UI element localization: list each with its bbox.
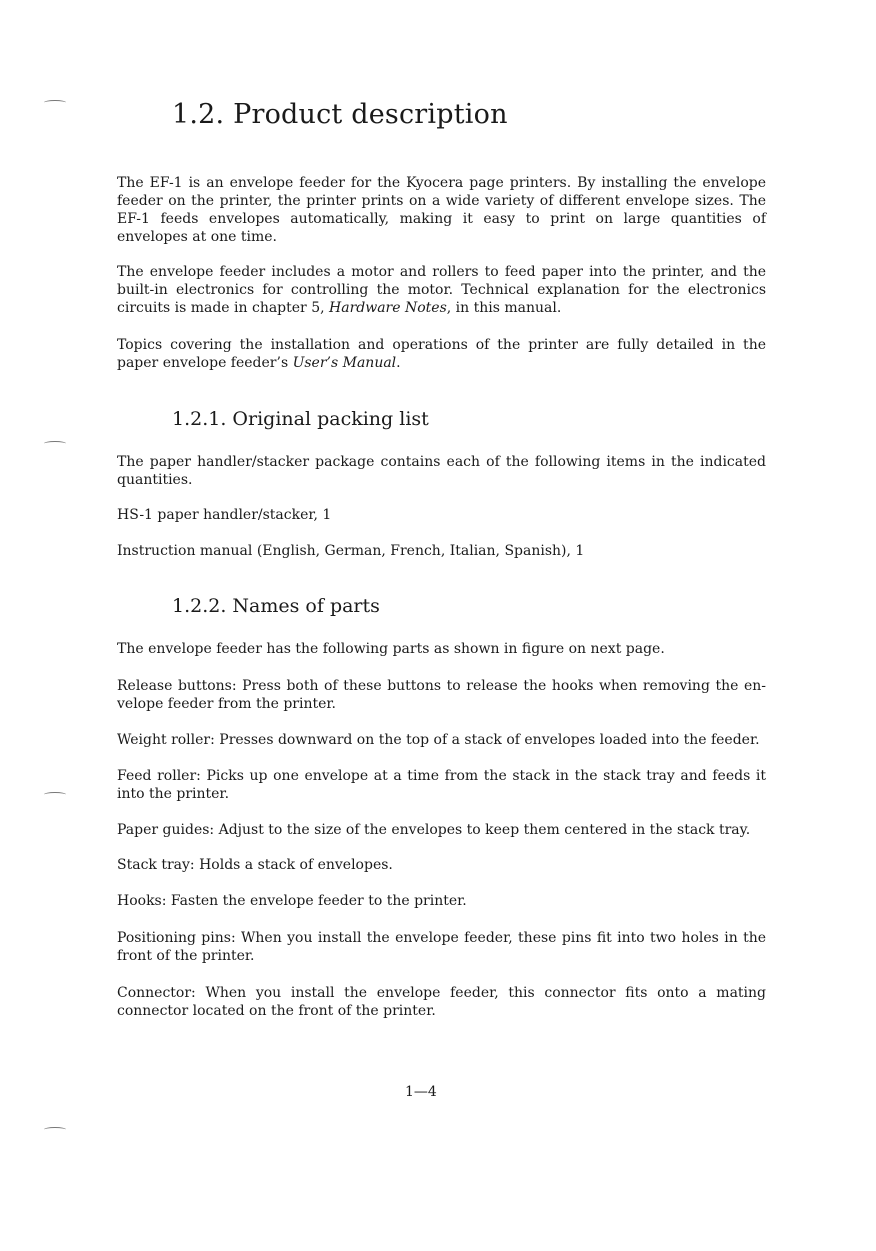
list-item: HS-1 paper handler/stacker, 1 — [117, 507, 332, 523]
paragraph-stack-tray: Stack tray: Holds a stack of envelopes. — [117, 857, 393, 873]
paragraph-package-contents: The paper handler/stacker package contains each of the following items in the indicated quantities. — [117, 454, 766, 488]
margin-mark — [44, 100, 66, 105]
paragraph-connector: Connector: When you install the envelope feeder, this connector fits onto a mating connector located on the front of the printer. — [117, 985, 766, 1019]
paragraph-paper-guides: Paper guides: Adjust to the size of the envelopes to keep them centered in the stack tray. — [117, 822, 751, 838]
paragraph-parts-intro: The envelope feeder has the following parts as shown in figure on next page. — [117, 641, 665, 657]
page-title: 1.2. Product description — [172, 99, 508, 130]
paragraph-intro: The EF-1 is an envelope feeder for the Kyocera page printers. By installing the envelope feeder on the printer, the printer prints on a wide variety of different envelope sizes. The EF-1 feeds envelopes automatically, making it easy to print on large quantities of envelopes at one time. — [117, 175, 766, 245]
page-number: 1—4 — [405, 1084, 437, 1100]
margin-mark — [44, 1127, 66, 1132]
paragraph-release-buttons: Release buttons: Press both of these buttons to release the hooks when removing the en-velope feeder from the printer. — [117, 678, 766, 712]
paragraph-electronics: The envelope feeder includes a motor and rollers to feed paper into the printer, and the built-in electronics for controlling the motor. Technical explanation for the electronics circuits is made in chapter 5, Hardware Notes, in this manual. — [117, 264, 766, 316]
list-item: Instruction manual (English, German, French, Italian, Spanish), 1 — [117, 543, 585, 559]
paragraph-hooks: Hooks: Fasten the envelope feeder to the printer. — [117, 893, 467, 909]
margin-mark — [44, 441, 66, 446]
section-heading-names-of-parts: 1.2.2. Names of parts — [172, 595, 380, 617]
paragraph-feed-roller: Feed roller: Picks up one envelope at a time from the stack in the stack tray and feeds it into the printer. — [117, 768, 766, 802]
paragraph-positioning-pins: Positioning pins: When you install the envelope feeder, these pins fit into two holes in the front of the printer. — [117, 930, 766, 964]
section-heading-packing-list: 1.2.1. Original packing list — [172, 408, 429, 430]
paragraph-topics: Topics covering the installation and operations of the printer are fully detailed in the paper envelope feeder’s User’s Manual. — [117, 337, 766, 371]
margin-mark — [44, 792, 66, 797]
paragraph-weight-roller: Weight roller: Presses downward on the top of a stack of envelopes loaded into the feeder. — [117, 732, 760, 748]
